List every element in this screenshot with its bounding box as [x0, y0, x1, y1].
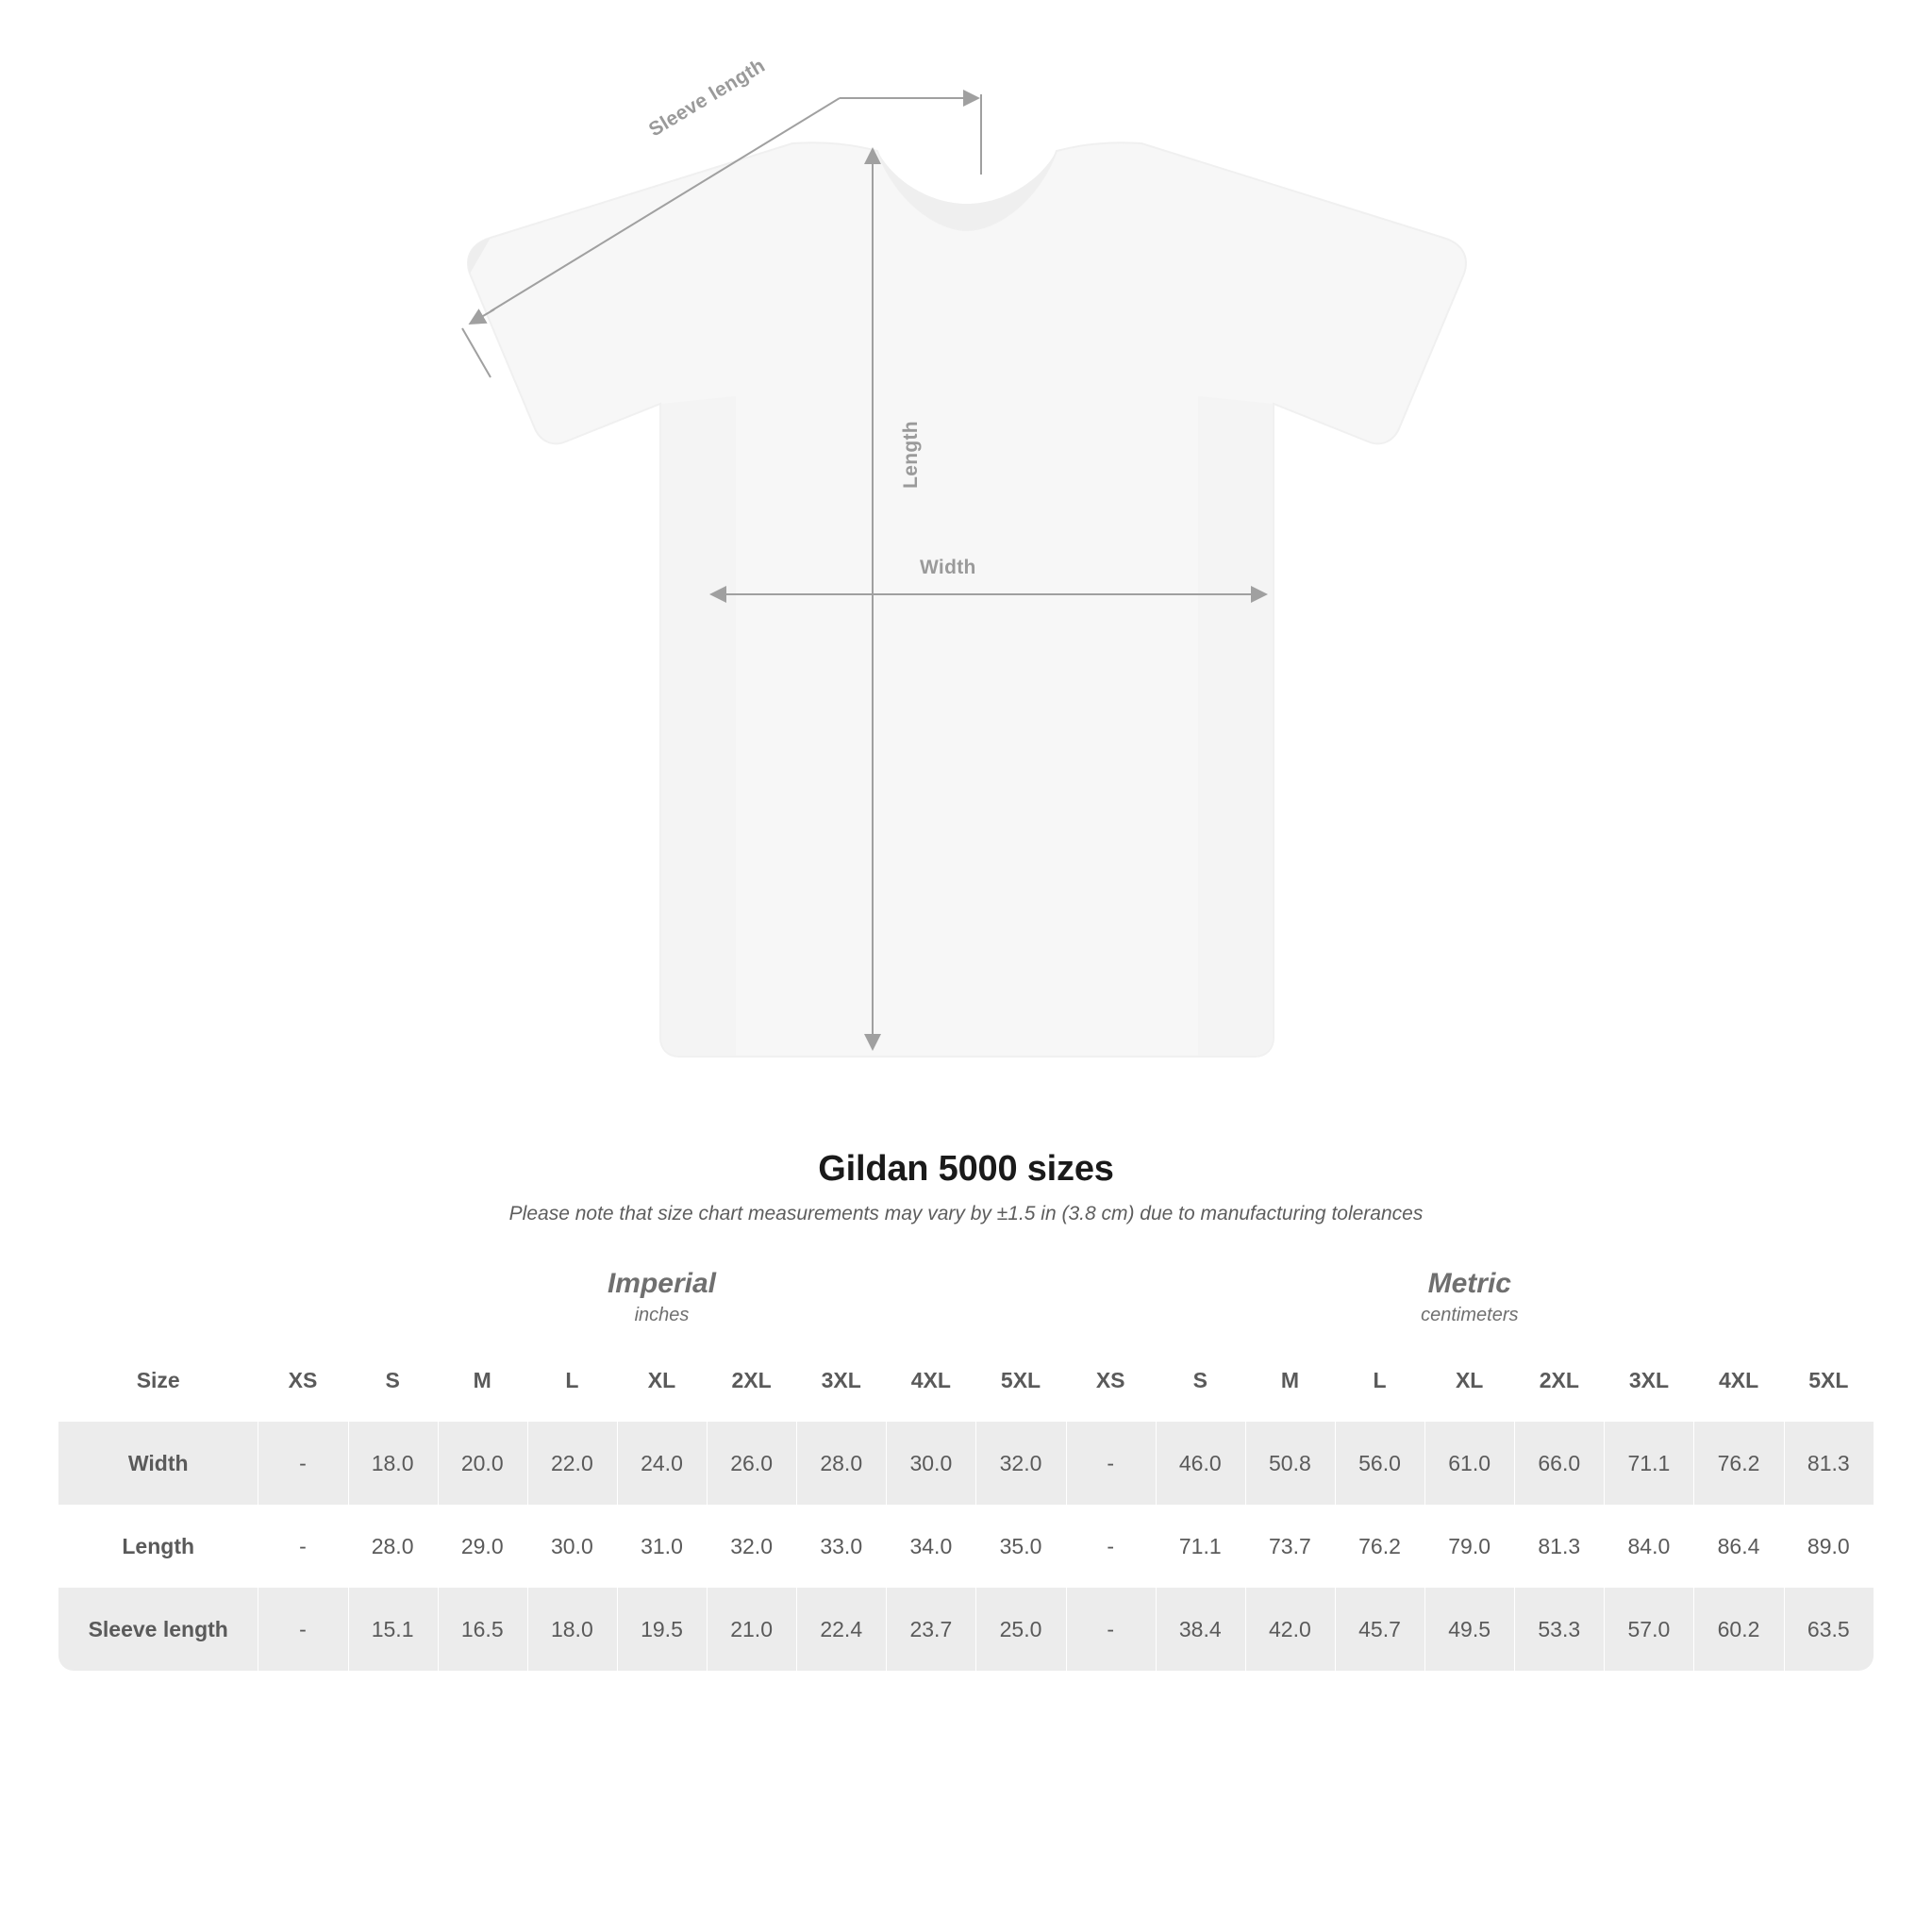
cell-length-imperial-xs: - — [258, 1505, 347, 1588]
cell-width-imperial-xs: - — [258, 1422, 347, 1505]
chart-heading — [0, 1149, 1932, 1225]
table-row — [58, 1588, 1874, 1671]
size-col-imperial-l: L — [527, 1339, 617, 1422]
unit-header-row — [58, 1256, 1874, 1339]
cell-length-imperial-s: 28.0 — [348, 1505, 438, 1588]
cell-sleeve-metric-4xl: 60.2 — [1693, 1588, 1783, 1671]
size-col-metric-5xl: 5XL — [1784, 1339, 1874, 1422]
cell-sleeve-imperial-m: 16.5 — [438, 1588, 527, 1671]
size-col-imperial-xs: XS — [258, 1339, 347, 1422]
cell-sleeve-metric-2xl: 53.3 — [1514, 1588, 1604, 1671]
sleeve-length-label: Sleeve length — [644, 54, 770, 142]
cell-width-metric-xs: - — [1066, 1422, 1156, 1505]
cell-sleeve-imperial-xl: 19.5 — [617, 1588, 707, 1671]
cell-width-metric-m: 50.8 — [1245, 1422, 1335, 1505]
size-table — [58, 1256, 1874, 1671]
cell-length-metric-s: 71.1 — [1156, 1505, 1245, 1588]
cell-sleeve-imperial-s: 15.1 — [348, 1588, 438, 1671]
cell-sleeve-metric-3xl: 57.0 — [1604, 1588, 1693, 1671]
cell-width-metric-s: 46.0 — [1156, 1422, 1245, 1505]
page-title: Gildan 5000 sizes — [818, 1149, 1114, 1189]
length-label: Length — [899, 421, 922, 489]
cell-width-imperial-l: 22.0 — [527, 1422, 617, 1505]
size-col-metric-4xl: 4XL — [1693, 1339, 1783, 1422]
size-header-row — [58, 1339, 1874, 1422]
cell-sleeve-metric-5xl: 63.5 — [1784, 1588, 1874, 1671]
size-col-imperial-m: M — [438, 1339, 527, 1422]
size-col-metric-l: L — [1335, 1339, 1424, 1422]
unit-sub-imperial: inches — [634, 1304, 690, 1325]
unit-sub-metric: centimeters — [1421, 1304, 1519, 1325]
cell-sleeve-metric-l: 45.7 — [1335, 1588, 1424, 1671]
width-label: Width — [920, 557, 976, 578]
cell-sleeve-metric-xl: 49.5 — [1424, 1588, 1514, 1671]
cell-length-imperial-2xl: 32.0 — [707, 1505, 796, 1588]
cell-length-imperial-xl: 31.0 — [617, 1505, 707, 1588]
cell-width-metric-2xl: 66.0 — [1514, 1422, 1604, 1505]
cell-width-metric-l: 56.0 — [1335, 1422, 1424, 1505]
cell-width-metric-5xl: 81.3 — [1784, 1422, 1874, 1505]
row-label-length: Length — [58, 1505, 258, 1588]
row-label-width: Width — [58, 1422, 258, 1505]
cell-sleeve-imperial-4xl: 23.7 — [886, 1588, 975, 1671]
unit-name-imperial: Imperial — [607, 1268, 717, 1300]
size-col-metric-xs: XS — [1066, 1339, 1156, 1422]
cell-length-metric-xl: 79.0 — [1424, 1505, 1514, 1588]
size-col-imperial-2xl: 2XL — [707, 1339, 796, 1422]
cell-width-imperial-s: 18.0 — [348, 1422, 438, 1505]
cell-width-imperial-3xl: 28.0 — [796, 1422, 886, 1505]
cell-sleeve-imperial-xs: - — [258, 1588, 347, 1671]
tolerance-note: Please note that size chart measurements may vary by ±1.5 in (3.8 cm) due to manufacturing tolerances — [508, 1203, 1424, 1224]
cell-width-metric-4xl: 76.2 — [1693, 1422, 1783, 1505]
cell-sleeve-metric-s: 38.4 — [1156, 1588, 1245, 1671]
cell-width-metric-3xl: 71.1 — [1604, 1422, 1693, 1505]
unit-header-spacer — [58, 1256, 258, 1339]
cell-length-metric-3xl: 84.0 — [1604, 1505, 1693, 1588]
cell-width-imperial-2xl: 26.0 — [707, 1422, 796, 1505]
size-col-metric-xl: XL — [1424, 1339, 1514, 1422]
cell-length-metric-l: 76.2 — [1335, 1505, 1424, 1588]
unit-header-metric — [1066, 1256, 1874, 1339]
cell-width-metric-xl: 61.0 — [1424, 1422, 1514, 1505]
cell-sleeve-imperial-3xl: 22.4 — [796, 1588, 886, 1671]
size-col-imperial-5xl: 5XL — [975, 1339, 1065, 1422]
cell-length-imperial-4xl: 34.0 — [886, 1505, 975, 1588]
size-col-metric-s: S — [1156, 1339, 1245, 1422]
unit-header-imperial — [258, 1256, 1065, 1339]
table-row — [58, 1505, 1874, 1588]
size-col-imperial-3xl: 3XL — [796, 1339, 886, 1422]
size-col-imperial-4xl: 4XL — [886, 1339, 975, 1422]
cell-length-imperial-5xl: 35.0 — [975, 1505, 1065, 1588]
size-col-metric-2xl: 2XL — [1514, 1339, 1604, 1422]
cell-sleeve-metric-xs: - — [1066, 1588, 1156, 1671]
size-header-label: Size — [58, 1339, 258, 1422]
size-col-imperial-s: S — [348, 1339, 438, 1422]
unit-name-metric: Metric — [1427, 1268, 1511, 1300]
cell-length-metric-xs: - — [1066, 1505, 1156, 1588]
size-col-metric-3xl: 3XL — [1604, 1339, 1693, 1422]
cell-width-imperial-m: 20.0 — [438, 1422, 527, 1505]
size-table-wrapper — [58, 1256, 1874, 1671]
cell-sleeve-imperial-2xl: 21.0 — [707, 1588, 796, 1671]
tshirt-shape — [468, 142, 1466, 1057]
row-label-sleeve-length: Sleeve length — [58, 1588, 258, 1671]
cell-length-imperial-m: 29.0 — [438, 1505, 527, 1588]
cell-length-metric-5xl: 89.0 — [1784, 1505, 1874, 1588]
cell-length-metric-2xl: 81.3 — [1514, 1505, 1604, 1588]
cell-sleeve-imperial-5xl: 25.0 — [975, 1588, 1065, 1671]
cell-length-metric-m: 73.7 — [1245, 1505, 1335, 1588]
cell-width-imperial-4xl: 30.0 — [886, 1422, 975, 1505]
cell-sleeve-imperial-l: 18.0 — [527, 1588, 617, 1671]
cell-length-imperial-l: 30.0 — [527, 1505, 617, 1588]
size-col-metric-m: M — [1245, 1339, 1335, 1422]
cell-length-imperial-3xl: 33.0 — [796, 1505, 886, 1588]
table-row — [58, 1422, 1874, 1505]
cell-length-metric-4xl: 86.4 — [1693, 1505, 1783, 1588]
size-col-imperial-xl: XL — [617, 1339, 707, 1422]
cell-width-imperial-5xl: 32.0 — [975, 1422, 1065, 1505]
cell-sleeve-metric-m: 42.0 — [1245, 1588, 1335, 1671]
cell-width-imperial-xl: 24.0 — [617, 1422, 707, 1505]
